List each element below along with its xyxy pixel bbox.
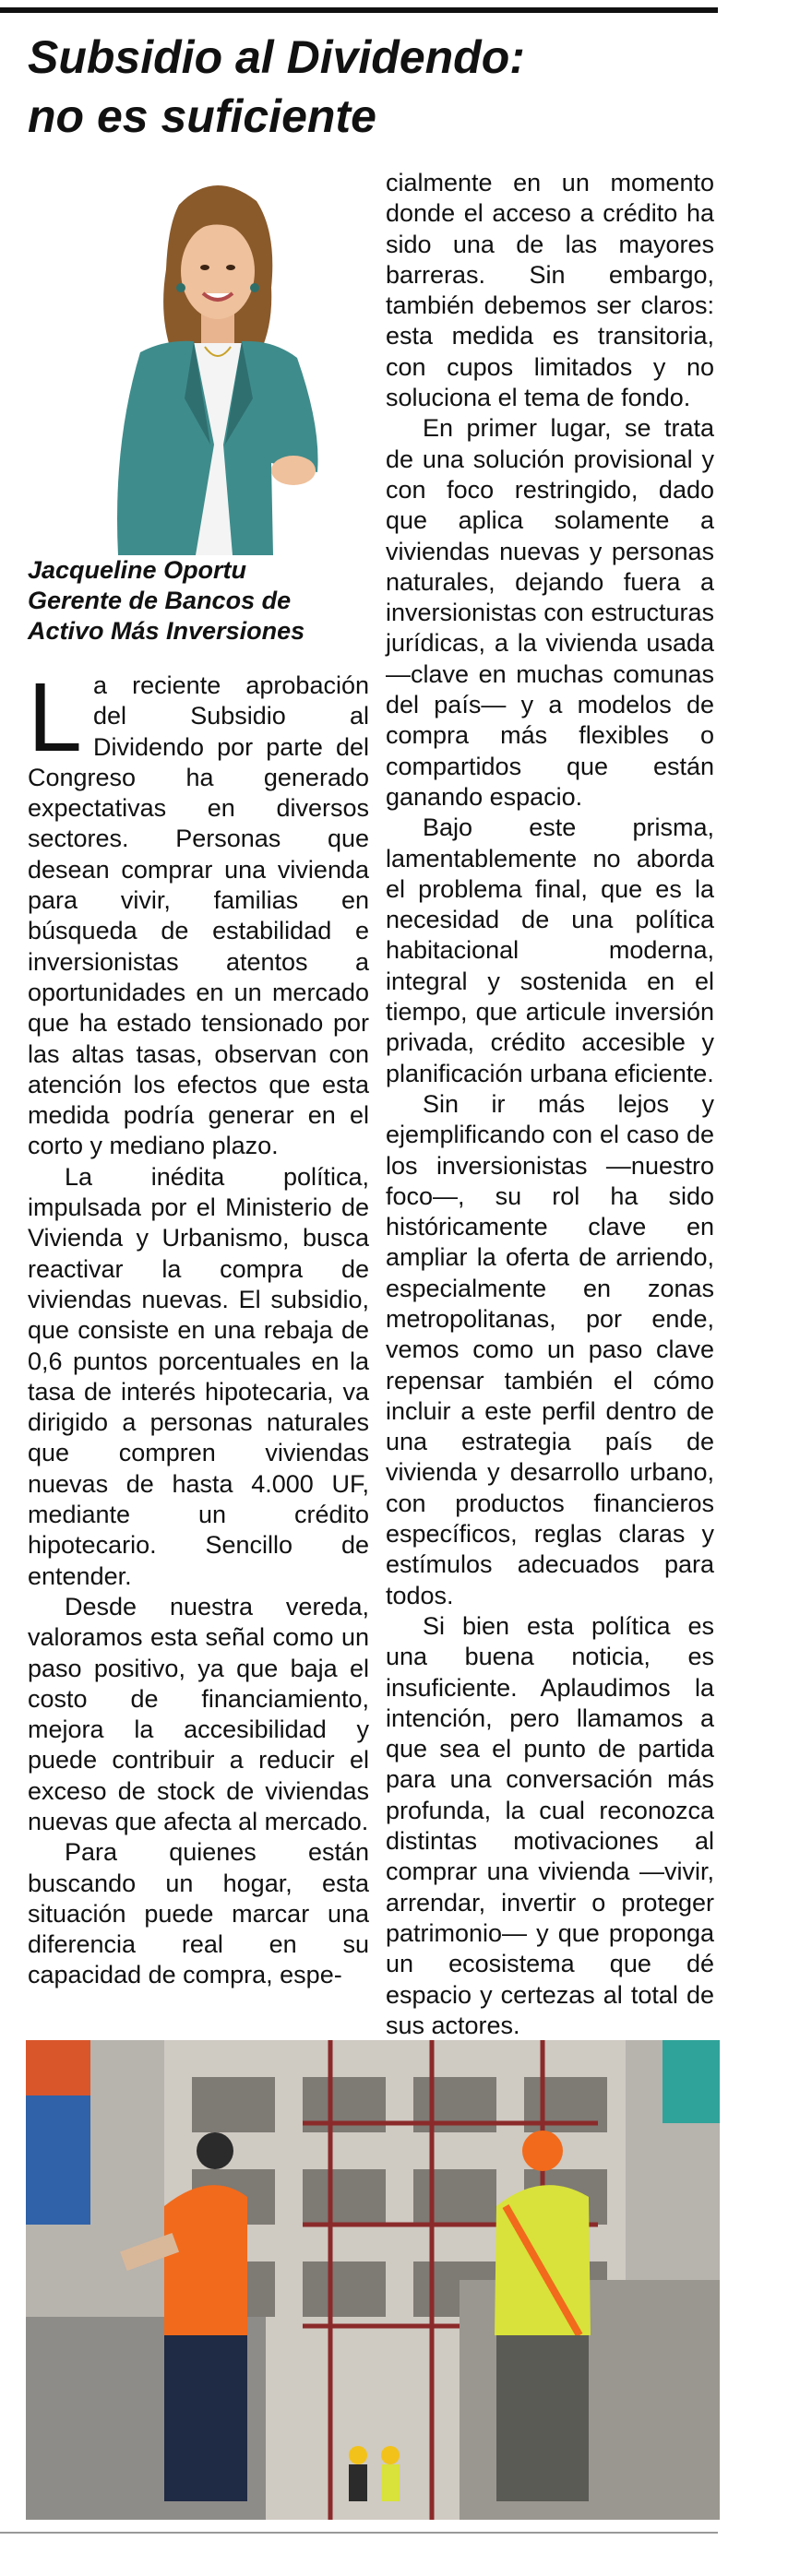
left-column [28, 663, 369, 1991]
author-name: Jacqueline Oportu [28, 556, 247, 584]
paragraph: La inédita política, impulsada por el Ministerio de Vivienda y Urbanismo, busca reactivar la compra de viviendas nuevas. El subsidio, que consiste en una rebaja de 0,6 puntos porcentuales en la tasa de interés hipotecaria, va dirigido a personas naturales que compren viviendas nuevas de hasta 4.000 UF, mediante un crédito hipotecario. Sencillo de entender. [28, 1162, 369, 1590]
author-role-line-1: Gerente de Bancos de [28, 587, 292, 614]
paragraph: Si bien esta política es una buena noticia, es insuficiente. Aplaudimos la intención, pero llamamos a que sea el punto de partida para una conversación más profunda, la cual reconozca distintas motivaciones al comprar una vivienda —vivir, arrendar, invertir o proteger patrimonio— y que proponga un ecosistema que dé espacio y certezas al total de sus actores. [386, 1611, 714, 2039]
title-line-1: Subsidio al Dividendo: [28, 31, 525, 83]
author-byline [28, 555, 378, 647]
paragraph: En primer lugar, se trata de una solución provisional y con foco restringido, dado que aplica solamente a viviendas nuevas y personas naturales, dejando fuera a inversionistas con estructuras jurídicas, a la vivienda usada —clave en muchas comunas del país— y a modelos de compra más flexibles o compartidos que están ganando espacio. [386, 414, 714, 811]
top-rule [0, 7, 718, 13]
paragraph: Sin ir más lejos y ejemplificando con el caso de los inversionistas —nuestro foco—, su rol ha sido históricamente clave en ampliar la oferta de arriendo, especialmente en zonas metropolitanas, por ende, vemos como un paso clave repensar también el cómo incluir a este perfil dentro de una estrategia país de vivienda y desarrollo urbano, con productos financieros específicos, reglas claras y estímulos adecuados para todos. [386, 1089, 714, 1609]
article-title [28, 28, 710, 146]
paragraph: Desde nuestra vereda, valoramos esta señal como un paso positivo, ya que baja el costo de financiamiento, mejora la accesibilidad y puede contribuir a reducir el exceso de stock de viviendas nuevas que afecta al mercado. [28, 1592, 369, 1835]
construction-photo [26, 2040, 720, 2520]
title-line-2: no es suficiente [28, 90, 376, 142]
paragraph: Bajo este prisma, lamentablemente no aborda el problema final, que es la necesidad de una política habitacional moderna, integral y sostenida en el tiempo, que articule inversión privada, crédito accesible y planificación urbana eficiente. [386, 813, 714, 1087]
paragraph: cialmente en un momento donde el acceso a crédito ha sido una de las mayores barreras. Sin embargo, también debemos ser claros: esta medida es transitoria, con cupos limitados y no soluciona el tema de fondo. [386, 169, 714, 412]
paragraph: Para quienes están buscando un hogar, esta situación puede marcar una diferencia real en su capacidad de compra, espe- [28, 1838, 369, 1989]
dropcap: L [28, 663, 82, 772]
author-portrait [76, 168, 352, 555]
bottom-rule [0, 2532, 718, 2534]
author-role-line-2: Activo Más Inversiones [28, 617, 305, 645]
paragraph: La reciente aprobación del Subsidio al Dividendo por parte del Congreso ha generado expectativas en diversos sectores. Personas que desean comprar una vivienda para vivir, familias en búsqueda de estabilidad e inversionistas atentos a oportunidades en un mercado que ha estado tensionado por las altas tasas, observan con atención los efectos que esta medida podría generar en el corto y mediano plazo. [28, 663, 369, 1160]
right-column [386, 168, 714, 2041]
